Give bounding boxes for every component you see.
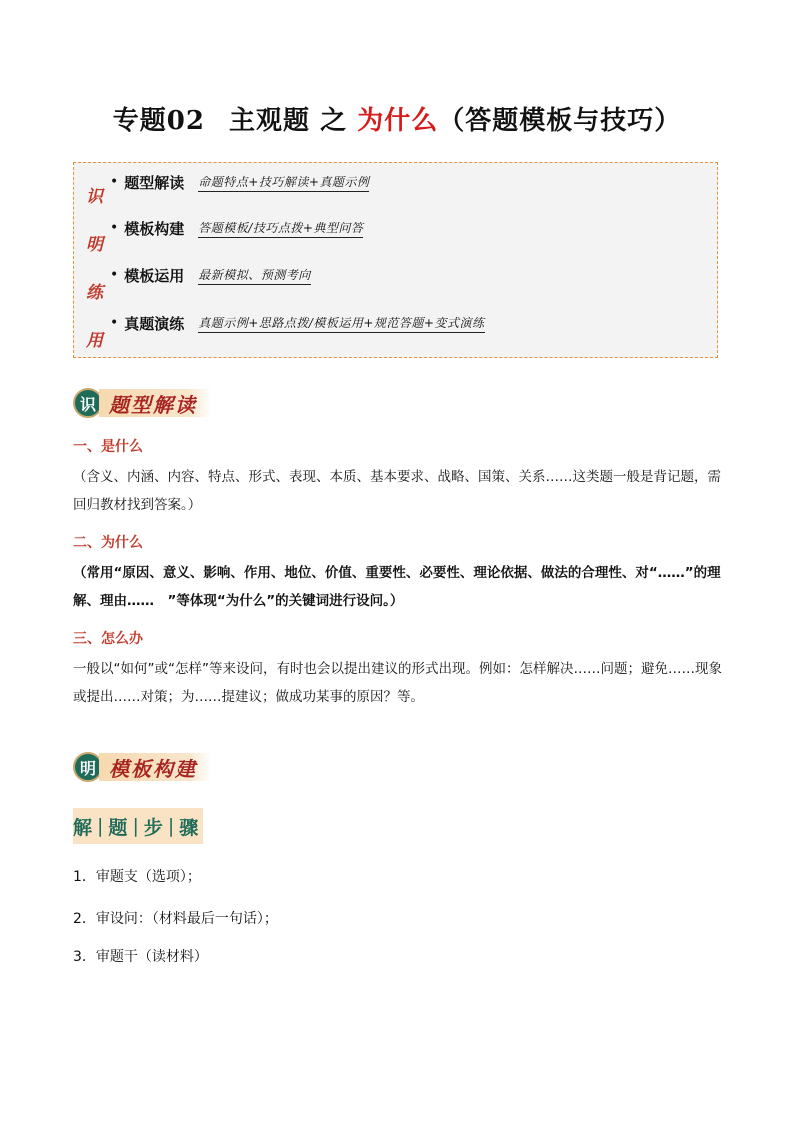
bullet-icon: •: [110, 220, 119, 236]
toc-vertical-char: 练: [86, 283, 103, 303]
step-item: 3．审题干（读材料）: [73, 949, 208, 965]
toc-item[interactable]: [110, 310, 485, 336]
heading-how: 三、怎么办: [73, 631, 143, 647]
steps-char: 骤: [179, 816, 199, 839]
toc-vertical-label: [86, 173, 106, 365]
title-topic: 专题02: [112, 106, 205, 136]
toc-item-desc: 真题示例+思路点拨/模板运用+规范答题+变式演练: [198, 314, 484, 333]
bullet-icon: •: [110, 267, 119, 283]
section-title: 模板构建: [99, 753, 211, 781]
heading-why: 二、为什么: [73, 535, 143, 551]
toc-vertical-char: 明: [86, 235, 103, 255]
heading-what: 一、是什么: [73, 439, 143, 455]
toc-item-label: 模板构建: [124, 219, 185, 238]
toc-vertical-char: 用: [86, 331, 103, 351]
paragraph-how: 一般以“如何”或“怎样”等来设问，有时也会以提出建议的形式出现。例如：怎样解决……问题；避免……现象或提出……对策；为……提建议；做成功某事的原因？等。: [73, 661, 722, 705]
section-banner-build: [73, 750, 211, 784]
toc-item[interactable]: [110, 262, 311, 288]
title-suffix: （答题模板与技巧）: [438, 106, 682, 136]
step-item: 1．审题支（选项）；: [73, 869, 201, 885]
paragraph-what: （含义、内涵、内容、特点、形式、表现、本质、基本要求、战略、国策、关系……这类题一般是背记题，需回归教材找到答案。）: [73, 469, 721, 513]
toc-item-label: 真题演练: [124, 314, 185, 333]
steps-label: [73, 808, 203, 844]
toc-item-desc: 答题模板/技巧点拨+典型问答: [198, 219, 363, 238]
toc-item[interactable]: [110, 169, 369, 195]
toc-item-label: 题型解读: [124, 173, 185, 192]
toc-item[interactable]: [110, 215, 363, 241]
toc-box: [73, 162, 718, 358]
section-badge-icon: 明: [73, 752, 103, 782]
toc-item-desc: 最新模拟、预测考向: [198, 266, 311, 285]
steps-char: 步: [143, 816, 163, 839]
section-badge-icon: 识: [73, 388, 103, 418]
toc-vertical-char: 识: [86, 187, 103, 207]
toc-item-desc: 命题特点+技巧解读+真题示例: [198, 173, 369, 192]
page-title: [0, 100, 794, 137]
bullet-icon: •: [110, 315, 119, 331]
section-banner-read: [73, 386, 211, 420]
divider: |: [132, 815, 139, 837]
divider: |: [97, 815, 104, 837]
section-title: 题型解读: [99, 389, 211, 417]
paragraph-why: （常用“原因、意义、影响、作用、地位、价值、重要性、必要性、理论依据、做法的合理性、对“……”的理解、理由…… ”等体现“为什么”的关键词进行设问。）: [73, 565, 721, 609]
bullet-icon: •: [110, 174, 119, 190]
step-item: 2．审设问：（材料最后一句话）；: [73, 911, 278, 927]
steps-char: 解: [73, 816, 93, 839]
steps-char: 题: [108, 816, 128, 839]
toc-item-label: 模板运用: [124, 266, 185, 285]
divider: |: [167, 815, 175, 837]
title-subject: 主观题: [229, 106, 311, 136]
title-highlight: 为什么: [357, 106, 439, 136]
title-connector: 之: [320, 106, 348, 136]
